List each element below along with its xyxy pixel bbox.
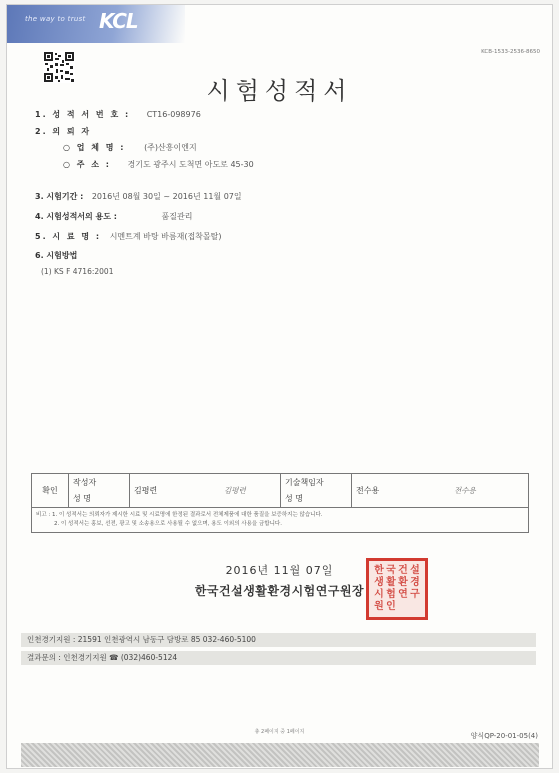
sample-row — [35, 231, 221, 242]
author-signature: 김평련 — [220, 474, 281, 508]
report-number-label: 1. 성 적 서 번 호 : — [35, 110, 131, 119]
author-name: 김평련 — [130, 474, 221, 508]
author-role: 작성자 — [69, 474, 130, 491]
form-number: 양식QP-20-01-05(4) — [470, 732, 538, 740]
manager-name-label: 성 명 — [281, 491, 352, 508]
report-number-value: CT16-098976 — [146, 110, 201, 119]
client-label: 2. 의 뢰 자 — [35, 127, 92, 136]
manager-signature: 전수용 — [450, 474, 529, 508]
issue-date: 2016년 11월 07일 — [225, 564, 334, 577]
banner-tagline: the way to trust — [25, 15, 86, 23]
period-row — [35, 191, 242, 202]
purpose-row — [35, 211, 192, 222]
page-title: 시험성적서 — [206, 77, 353, 105]
company-row — [63, 142, 197, 153]
manager-name: 전수용 — [352, 474, 451, 508]
office-address-footer: 인천경기지원 : 21591 인천광역시 남동구 담방로 85 032-460-5100 — [21, 633, 536, 647]
sample-value: 시멘트계 바탕 바름재(접착몰탈) — [109, 232, 222, 241]
period-label: 3. 시험기간 : — [35, 192, 84, 201]
remarks-cell — [32, 508, 529, 533]
signature-table — [31, 473, 529, 533]
seal-lettering: 한 국 건 설 생 활 환 경 시 험 연 구 원 인 — [374, 565, 420, 612]
method-value: (1) KS F 4716:2001 — [41, 267, 114, 276]
client-heading-row — [35, 126, 91, 137]
institute-name: 한국건설생활환경시험연구원장 — [194, 584, 365, 598]
address-label: ○ 주 소 : — [63, 160, 111, 169]
remark-2: 2. 이 성적서는 홍보, 선전, 광고 및 소송용으로 사용될 수 없으며, 용도 이외의 사용을 금합니다. — [54, 521, 282, 527]
method-label: 6. 시험방법 — [35, 251, 78, 260]
page-number: 총 2페이지 중 1페이지 — [254, 729, 305, 735]
period-value: 2016년 08월 30일 ~ 2016년 11월 07일 — [91, 192, 242, 201]
remark-1: 비고 : 1. 이 성적서는 의뢰자가 제시한 시료 및 시료명에 한정된 결과로서 전체제품에 대한 품질을 보증하지는 않습니다. — [36, 512, 323, 518]
certificate-page — [6, 4, 553, 769]
company-value: (주)산흥이엔지 — [144, 143, 197, 152]
purpose-label: 4. 시험성적서의 용도 : — [35, 212, 117, 221]
kcl-banner — [7, 5, 185, 43]
official-seal — [366, 558, 428, 620]
author-name-label: 성 명 — [69, 491, 130, 508]
company-label: ○ 업 체 명 : — [63, 143, 126, 152]
purpose-value: 품질관리 — [161, 212, 193, 221]
sample-label: 5. 시 료 명 : — [35, 232, 102, 241]
kcl-logo: KCL — [99, 9, 138, 33]
manager-role: 기술책임자 — [281, 474, 352, 491]
confirm-cell: 확인 — [32, 474, 69, 508]
security-pattern-strip — [21, 743, 539, 767]
report-number-row — [35, 109, 201, 120]
document-id: KCB-1533-2536-8650 — [481, 49, 540, 55]
address-value: 경기도 광주시 도척면 아도로 45-30 — [127, 160, 254, 169]
method-heading-row — [35, 250, 77, 261]
address-row — [63, 159, 254, 170]
inquiry-footer: 결과문의 : 인천경기지원 ☎ (032)460-5124 — [21, 651, 536, 665]
